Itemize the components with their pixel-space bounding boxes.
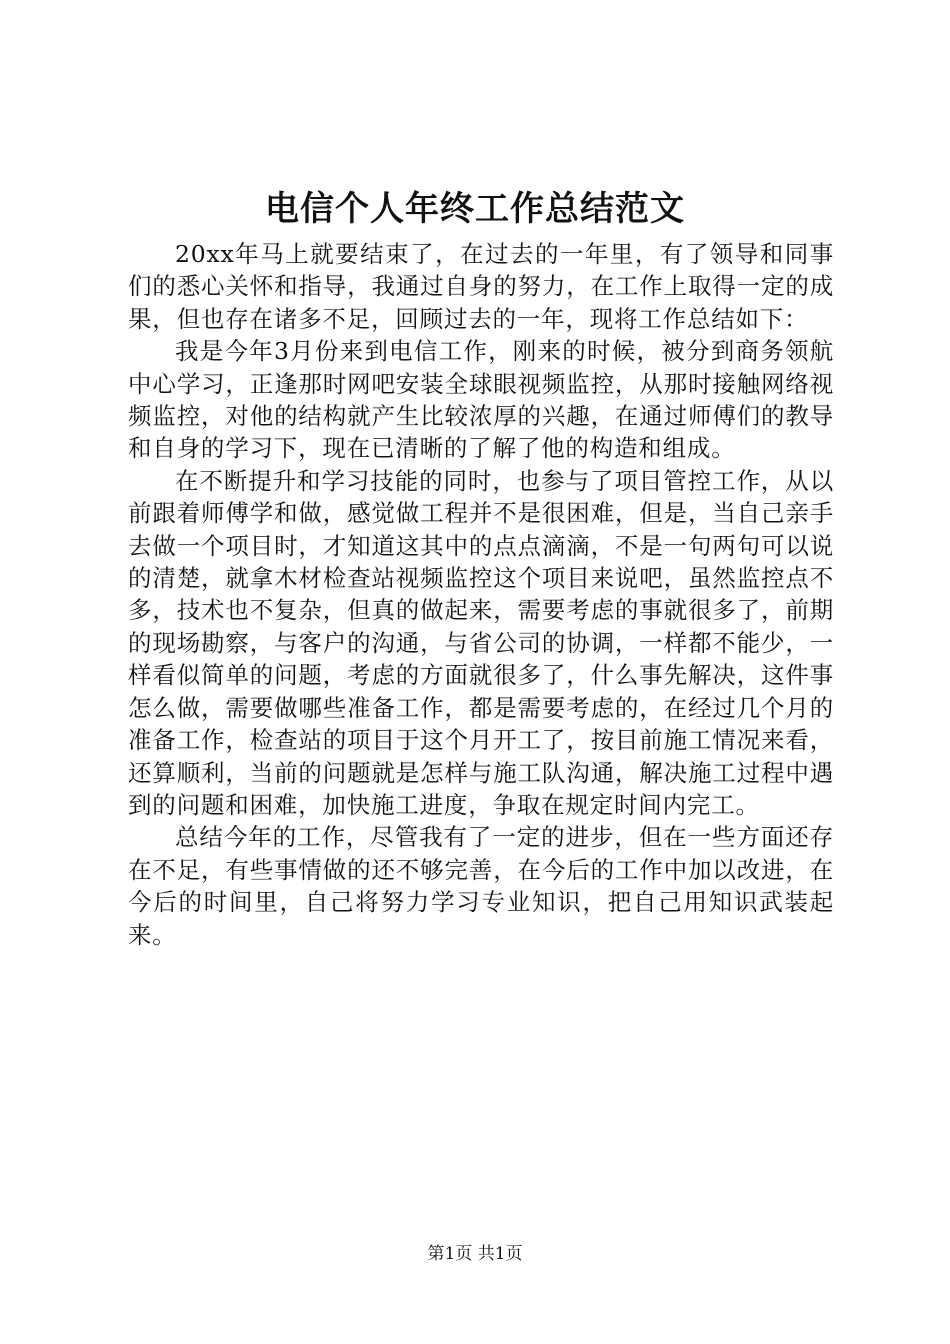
paragraph-background: 我是今年3月份来到电信工作，刚来的时候，被分到商务领航中心学习，正逢那时网吧安装全球眼视频监控，从那时接触网络视频监控，对他的结构就产生比较浓厚的兴趣，在通过师傅们的教导和自身的学习下，现在已清晰的了解了他的构造和组成。: [128, 337, 834, 463]
paragraph-conclusion: 总结今年的工作，尽管我有了一定的进步，但在一些方面还存在不足，有些事情做的还不够完善，在今后的工作中加以改进，在今后的时间里，自己将努力学习专业知识，把自己用知识武装起来。: [128, 823, 834, 949]
document-title: 电信个人年终工作总结范文: [265, 189, 685, 229]
paragraph-intro: 20xx年马上就要结束了，在过去的一年里，有了领导和同事们的悉心关怀和指导，我通过自身的努力，在工作上取得一定的成果，但也存在诸多不足，回顾过去的一年，现将工作总结如下：: [128, 240, 834, 333]
document-body: [128, 238, 834, 951]
page-footer: 第1页 共1页: [427, 1244, 523, 1264]
paragraph-project: 在不断提升和学习技能的同时，也参与了项目管控工作，从以前跟着师傅学和做，感觉做工程并不是很困难，但是，当自己亲手去做一个项目时，才知道这其中的点点滴滴，不是一句两句可以说的清楚，就拿木材检查站视频监控这个项目来说吧，虽然监控点不多，技术也不复杂，但真的做起来，需要考虑的事就很多了，前期的现场勘察，与客户的沟通，与省公司的协调，一样都不能少，一样看似简单的问题，考虑的方面就很多了，什么事先解决，这件事怎么做，需要做哪些准备工作，都是需要考虑的，在经过几个月的准备工作，检查站的项目于这个月开工了，按目前施工情况来看，还算顺利，当前的问题就是怎样与施工队沟通，解决施工过程中遇到的问题和困难，加快施工进度，争取在规定时间内完工。: [128, 466, 834, 819]
